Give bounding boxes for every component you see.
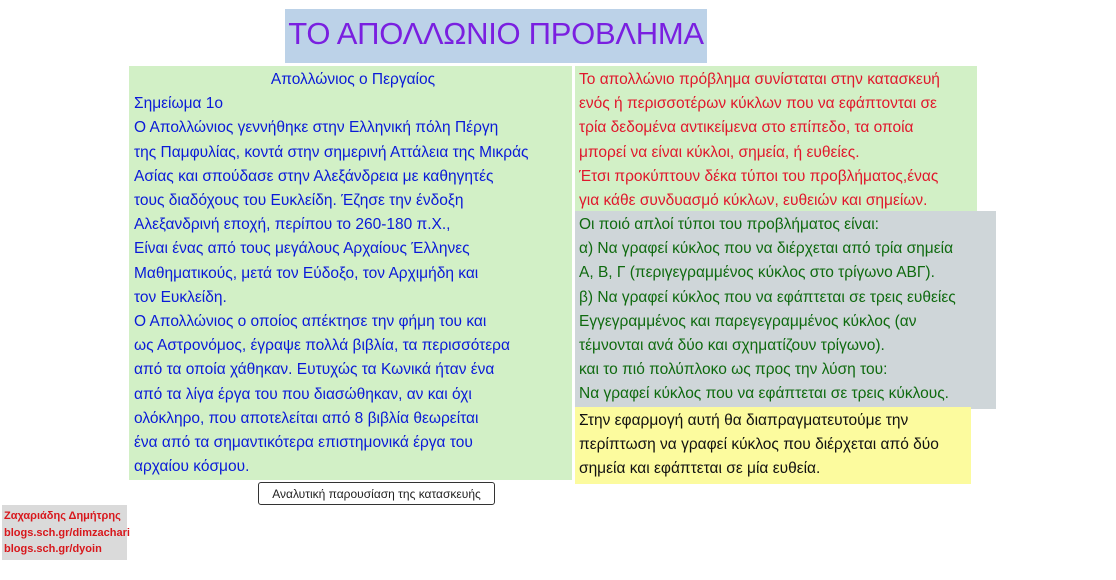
biography-line: από τα λίγα έργα του που διασώθηκαν, αν και όχι (134, 385, 472, 403)
biography-line: ένα από τα σημαντικότερα επιστημονικά έργα του (134, 434, 473, 452)
biography-line: τους διαδόχους του Ευκλείδη. Έζησε την ένδοξη (134, 192, 464, 210)
problem-types-line: α) Να γραφεί κύκλος που να διέρχεται από τρία σημεία (579, 240, 954, 258)
biography-line: ολόκληρο, που αποτελείται από 8 βιβλία θεωρείται (134, 409, 479, 427)
biography-panel (129, 66, 572, 480)
definition-line: μπορεί να είναι κύκλοι, σημεία, ή ευθείες. (579, 143, 860, 161)
definition-panel (575, 66, 977, 212)
problem-types-line: Εγγεγραμμένος και παρεγεγραμμένος κύκλος (αν (579, 312, 917, 330)
problem-types-panel (575, 211, 996, 409)
biography-line: Σημείωμα 1ο (134, 95, 224, 113)
application-line: περίπτωση να γραφεί κύκλος που διέρχεται από δύο (579, 436, 939, 454)
problem-types-line: Οι ποιό απλοί τύποι του προβλήματος είναι: (579, 216, 879, 233)
biography-line: Ο Απολλώνιος γεννήθηκε στην Ελληνική πόλη Πέργη (134, 119, 499, 137)
biography-line: από τα οποία χάθηκαν. Ευτυχώς τα Κωνικά ήταν ένα (134, 361, 495, 379)
biography-line: Ασίας και σπούδασε στην Αλεξάνδρεια με καθηγητές (134, 167, 494, 185)
author-blog-link[interactable]: blogs.sch.gr/dyoin (4, 543, 102, 555)
detailed-presentation-button[interactable]: Αναλυτική παρουσίαση της κατασκευής (258, 482, 495, 505)
definition-line: τρία δεδομένα αντικείμενα στο επίπεδο, τα οποία (579, 119, 914, 137)
author-blog-link[interactable]: blogs.sch.gr/dimzachari (4, 526, 130, 539)
application-panel (575, 407, 971, 484)
biography-line: τον Ευκλείδη. (134, 288, 227, 306)
problem-types-line: τέμνονται ανά δύο και σχηματίζουν τρίγωνο). (579, 337, 885, 355)
biography-line: ως Αστρονόμος, έγραψε πολλά βιβλία, τα περισσότερα (134, 337, 510, 355)
biography-line: της Παμφυλίας, κοντά στην σημερινή Αττάλεια της Μικράς (134, 143, 529, 161)
problem-types-line: Να γραφεί κύκλος που να εφάπτεται σε τρεις κύκλους. (579, 385, 949, 403)
problem-types-line: Α, Β, Γ (περιγεγραμμένος κύκλος στο τρίγωνο ΑΒΓ). (579, 264, 935, 282)
problem-types-line: και το πιό πολύπλοκο ως προς την λύση του: (579, 361, 888, 379)
problem-types-line: β) Να γραφεί κύκλος που να εφάπτεται σε τρεις ευθείες (579, 288, 956, 306)
biography-heading: Απολλώνιος ο Περγαίος (270, 71, 436, 88)
definition-line: για κάθε συνδυασμό κύκλων, ευθειών και σημείων. (579, 192, 928, 210)
author-info (2, 505, 130, 560)
biography-line: Αλεξανδρινή εποχή, περίπου το 260-180 π.Χ., (134, 216, 451, 234)
author-name: Ζαχαριάδης Δημήτρης (4, 510, 121, 522)
biography-line: Είναι ένας από τους μεγάλους Αρχαίους Έλληνες (134, 240, 470, 258)
application-line: σημεία και εφάπτεται σε μία ευθεία. (579, 460, 821, 478)
page-title: ΤΟ ΑΠΟΛΛΩΝΙΟ ΠΡΟΒΛΗΜΑ (285, 9, 707, 63)
definition-line: Το απολλώνιο πρόβλημα συνίσταται στην κατασκευή (579, 71, 940, 88)
definition-line: Έτσι προκύπτουν δέκα τύποι του προβλήματος,ένας (579, 167, 939, 185)
biography-line: Ο Απολλώνιος ο οποίος απέκτησε την φήμη του και (134, 313, 487, 331)
biography-line: Μαθηματικούς, μετά τον Εύδοξο, τον Αρχιμήδη και (134, 264, 479, 282)
definition-line: ενός ή περισσοτέρων κύκλων που να εφάπτονται σε (579, 95, 937, 113)
application-line: Στην εφαρμογή αυτή θα διαπραγματευτούμε την (579, 412, 909, 429)
biography-line: αρχαίου κόσμου. (134, 458, 250, 476)
